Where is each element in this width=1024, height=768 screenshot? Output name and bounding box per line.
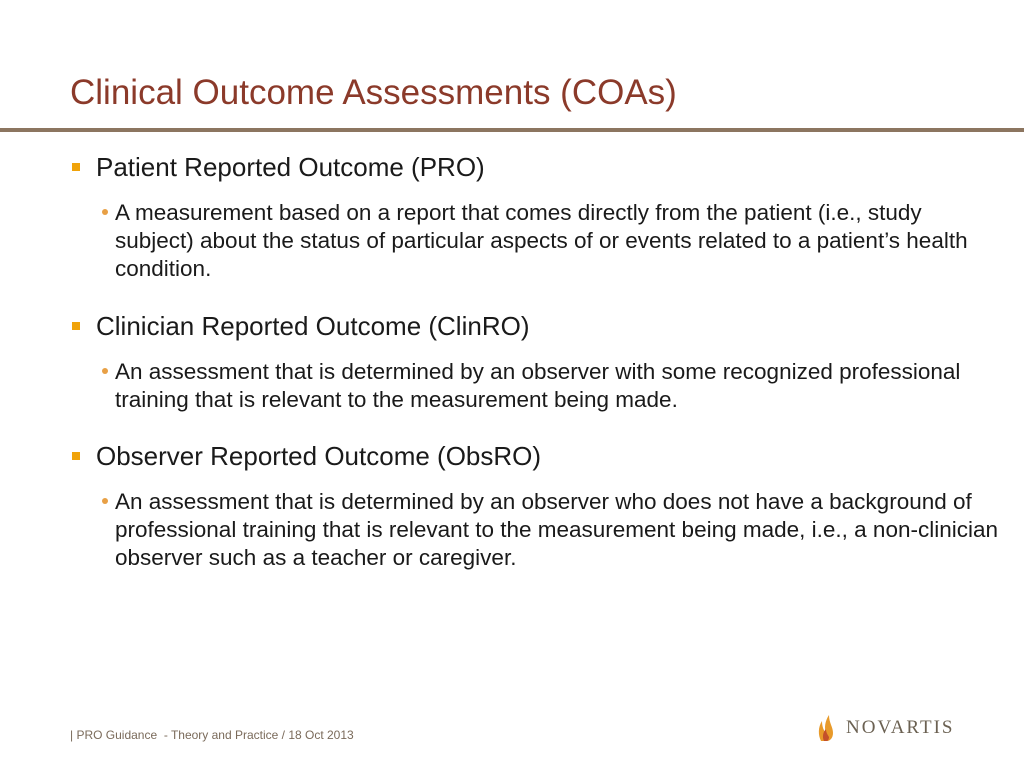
bullet-detail xyxy=(96,199,1005,283)
logo-wordmark: NOVARTIS xyxy=(846,717,955,738)
bullet-heading: Clinician Reported Outcome (ClinRO) xyxy=(96,310,530,341)
square-bullet-icon xyxy=(72,163,80,171)
dot-bullet-icon xyxy=(102,209,108,215)
bullet-detail-text: A measurement based on a report that comes directly from the patient (i.e., study subject) about the status of particular aspects of or events related to a patient’s health condition. xyxy=(115,200,968,282)
bullet-heading: Patient Reported Outcome (PRO) xyxy=(96,152,485,182)
square-bullet-icon xyxy=(72,452,80,460)
slide-title: Clinical Outcome Assessments (COAs) xyxy=(70,73,677,112)
bullet-list xyxy=(70,152,1000,600)
novartis-flame-icon xyxy=(816,713,838,743)
bullet-item-clinro xyxy=(70,311,1000,414)
bullet-heading: Observer Reported Outcome (ObsRO) xyxy=(96,441,542,471)
title-divider xyxy=(0,128,1024,132)
bullet-item-pro xyxy=(70,152,1000,284)
bullet-detail-text: An assessment that is determined by an observer with some recognized professional training that is relevant to the measurement being made. xyxy=(115,358,961,412)
bullet-detail xyxy=(96,358,1005,414)
bullet-item-obsro xyxy=(70,441,1000,573)
bullet-detail xyxy=(96,488,1005,572)
dot-bullet-icon xyxy=(102,498,108,504)
bullet-detail-text: An assessment that is determined by an observer who does not have a background of professional training that is relevant to the measurement being made, i.e., a non-clinician observer such as a teacher or caregiver. xyxy=(115,489,998,571)
footer-text: | PRO Guidance - Theory and Practice / 18 Oct 2013 xyxy=(70,728,354,742)
dot-bullet-icon xyxy=(102,368,108,374)
square-bullet-icon xyxy=(72,322,80,330)
novartis-logo xyxy=(816,712,954,744)
